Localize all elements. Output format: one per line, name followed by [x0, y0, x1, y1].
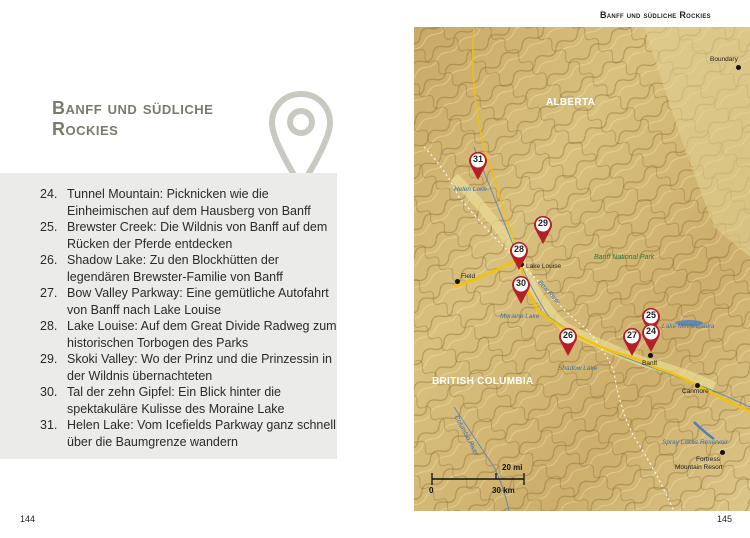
- river-label-bow: Bow River: [536, 279, 562, 306]
- town-label-boundary: Boundary: [710, 56, 738, 63]
- town-label-mountain-resort: Mountain Resort: [675, 464, 723, 471]
- running-head: Banff und südliche Rockies: [600, 10, 711, 20]
- list-item: 25. Brewster Creek: Die Wildnis von Banff auf dem Rücken der Pferde entdecken: [40, 220, 328, 251]
- list-item: 26. Shadow Lake: Zu den Blockhütten der legendären Brewster-Familie von Banff: [40, 253, 283, 284]
- map-marker[interactable]: 25: [640, 307, 662, 337]
- map-marker[interactable]: 28: [508, 241, 530, 271]
- lake-label-minnewanka: Lake Minnewanka: [662, 323, 715, 330]
- chapter-title-line-1: Banff und südliche: [52, 98, 214, 118]
- lake-label-moraine: Moraine Lake: [500, 313, 540, 320]
- town-dot-field: [455, 279, 460, 284]
- chapter-title: [52, 98, 213, 140]
- lake-label-spray: Spray Lakes Reservoir: [662, 439, 728, 446]
- map-marker[interactable]: 24: [640, 323, 662, 353]
- scale-label-miles: 20 mi: [502, 463, 523, 472]
- list-item: 29. Skoki Valley: Wo der Prinz und die Prinzessin in der Wildnis übernachteten: [40, 352, 332, 383]
- lake-label-shadow: Shadow Lake: [558, 365, 598, 372]
- tour-list: [40, 186, 340, 450]
- page-number-left: 144: [20, 514, 36, 524]
- scale-label-km: 30 km: [492, 486, 515, 495]
- lake-label-helen: Helen Lake: [454, 186, 487, 193]
- scale-label-zero: 0: [429, 486, 434, 495]
- chapter-title-line-2: Rockies: [52, 119, 119, 139]
- river-label-columbia: Columbia River: [452, 414, 480, 457]
- park-label: Banff National Park: [594, 254, 655, 261]
- list-item: 31. Helen Lake: Vom Icefields Parkway ganz schnell über die Baumgrenze wandern: [40, 418, 336, 449]
- map-marker[interactable]: 30: [510, 275, 532, 305]
- map-marker[interactable]: 27: [621, 327, 643, 357]
- town-label-canmore: Canmore: [682, 388, 709, 395]
- region-label-british-columbia: BRITISH COLUMBIA: [432, 376, 534, 387]
- town-dot-fortress: [720, 450, 725, 455]
- list-item: 27. Bow Valley Parkway: Eine gemütliche Autofahrt von Banff nach Lake Louise: [40, 286, 329, 317]
- town-label-lake-louise: Lake Louise: [526, 263, 562, 270]
- town-label-field: Field: [461, 273, 476, 280]
- town-dot-boundary: [736, 65, 741, 70]
- town-dot-banff: [648, 353, 653, 358]
- map-marker[interactable]: 31: [467, 151, 489, 181]
- list-item: 30. Tal der zehn Gipfel: Ein Blick hinter die spektakuläre Kulisse des Moraine Lake: [40, 385, 285, 416]
- list-item: 28. Lake Louise: Auf dem Great Divide Radweg zum historischen Torbogen des Parks: [40, 319, 337, 350]
- page-number-right: 145: [717, 514, 733, 524]
- list-item: 24. Tunnel Mountain: Picknicken wie die Einheimischen auf dem Hausberg von Banff: [40, 187, 311, 218]
- town-label-banff: Banff: [642, 360, 658, 367]
- map-marker[interactable]: 26: [557, 327, 579, 357]
- region-label-alberta: ALBERTA: [546, 97, 596, 108]
- map-scale: [428, 463, 538, 499]
- town-label-fortress: Fortress: [696, 456, 720, 463]
- map: [414, 27, 750, 511]
- map-marker[interactable]: 29: [532, 215, 554, 245]
